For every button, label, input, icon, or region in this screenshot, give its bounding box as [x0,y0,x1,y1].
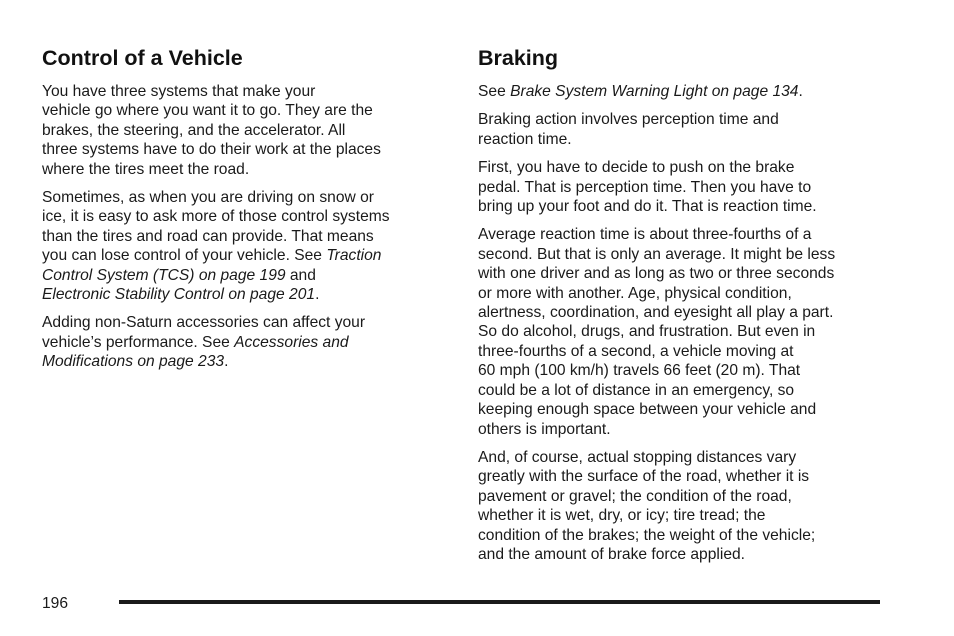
text-line: three systems have to do their work at the places [42,141,381,159]
section-heading-braking: Braking [478,46,559,70]
text-line: could be a lot of distance in an emergency, so [478,381,795,399]
right-column [478,44,888,573]
text-run: and [285,266,316,284]
left-column [42,44,452,381]
text-line [42,333,452,352]
cross-reference-traction-control-cont: Control System (TCS) on page 199 [42,266,286,284]
section-heading-control: Control of a Vehicle [42,46,243,70]
paragraph-perception-time [478,158,888,216]
text-line: where the tires meet the road. [42,160,250,178]
cross-reference-brake-warning-light: Brake System Warning Light on page 134 [510,83,799,100]
text-line: second. But that is only an average. It might be less [478,245,836,263]
paragraph-see-brake-warning [478,82,888,101]
text-line [42,285,452,304]
text-line: Average reaction time is about three-fourths of a [478,226,812,244]
footer-rule [119,600,880,604]
text-line [42,246,452,265]
paragraph-reaction-time [478,225,888,438]
text-line: pavement or gravel; the condition of the road, [478,487,792,505]
text-line: greatly with the surface of the road, whether it is [478,468,810,486]
text-line: bring up your foot and do it. That is reaction time. [478,198,817,216]
text-run: you can lose control of your vehicle. See [42,247,327,265]
text-line [42,352,452,371]
page-number: 196 [42,595,69,612]
cross-reference-stability-control: Electronic Stability Control on page 201 [42,286,316,304]
text-line: vehicle go where you want it to go. They are the [42,102,373,120]
text-line: whether it is wet, dry, or icy; tire tread; the [478,507,766,525]
cross-reference-traction-control: Traction [326,247,382,265]
text-line [42,266,452,285]
text-line: reaction time. [478,130,572,148]
cross-reference-accessories-cont: Modifications on page 233 [42,353,225,371]
text-line: Sometimes, as when you are driving on snow or [42,189,374,207]
text-run: . [224,353,229,371]
text-line: pedal. That is perception time. Then you have to [478,178,812,196]
text-run: . [315,286,320,304]
text-line: keeping enough space between your vehicle and [478,401,817,419]
paragraph-three-systems [42,82,452,179]
text-line: And, of course, actual stopping distances vary [478,448,797,466]
text-run: See [478,83,511,100]
text-line: First, you have to decide to push on the brake [478,159,795,177]
text-line: condition of the brakes; the weight of the vehicle; [478,526,816,544]
text-line: Braking action involves perception time and [478,111,779,129]
text-line: Adding non-Saturn accessories can affect your [42,314,366,332]
text-line: than the tires and road can provide. That means [42,227,374,245]
text-line: So do alcohol, drugs, and frustration. But even in [478,323,816,341]
text-line: or more with another. Age, physical condition, [478,284,792,302]
text-line: three-fourths of a second, a vehicle moving at [478,342,794,360]
paragraph-stopping-distances [478,448,888,564]
text-line: others is important. [478,420,611,438]
text-line: with one driver and as long as two or three seconds [478,265,835,283]
text-line: brakes, the steering, and the accelerator. All [42,121,346,139]
text-line: ice, it is easy to ask more of those control systems [42,208,390,226]
text-line: You have three systems that make your [42,83,316,100]
text-run: vehicle’s performance. See [42,333,235,351]
paragraph-accessories [42,313,452,371]
text-line: alertness, coordination, and eyesight all play a part. [478,304,834,322]
text-line: 60 mph (100 km/h) travels 66 feet (20 m). That [478,362,801,380]
text-run: . [798,83,803,100]
text-line [478,82,888,101]
paragraph-braking-action [478,110,888,149]
paragraph-snow-ice [42,188,452,304]
cross-reference-accessories: Accessories and [234,333,349,351]
text-line: and the amount of brake force applied. [478,545,746,563]
